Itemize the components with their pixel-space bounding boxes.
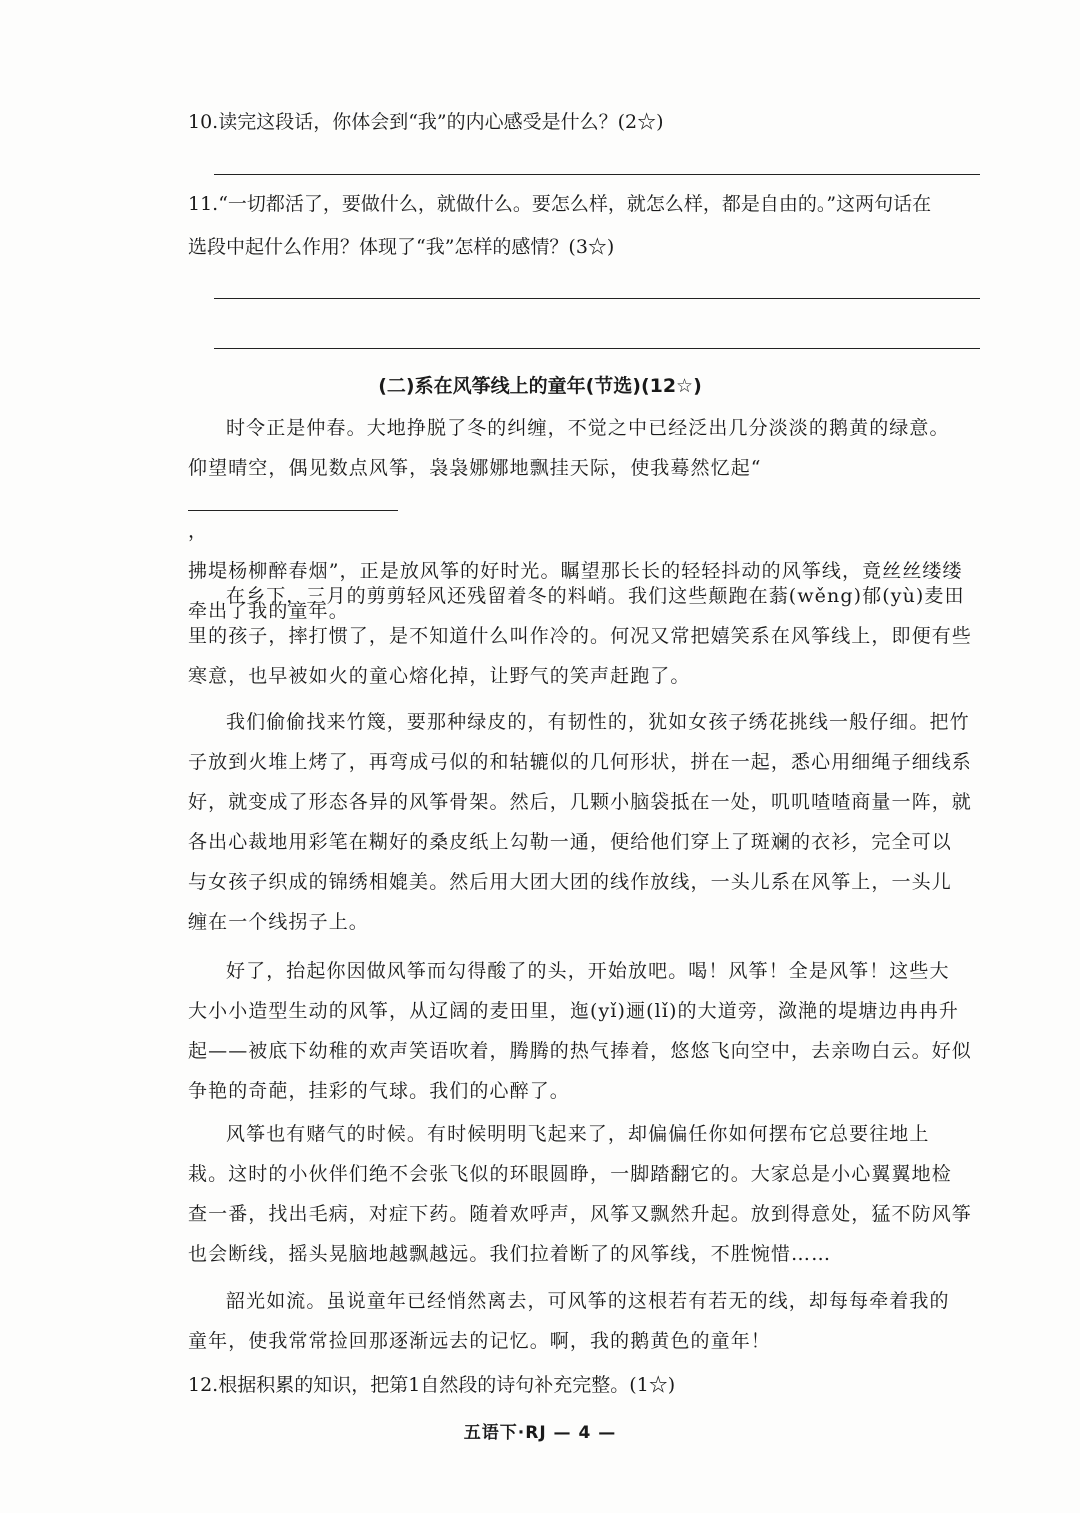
passage-line: 子放到火堆上烤了，再弯成弓似的和轱辘似的几何形状，拼在一起，悉心用细绳子细线系	[188, 751, 972, 773]
answer-line-q11-2[interactable]	[214, 348, 980, 349]
answer-line-q10[interactable]	[214, 174, 980, 175]
passage-line: 争艳的奇葩，挂彩的气球。我们的心醉了。	[188, 1080, 570, 1102]
passage-line: 与女孩子织成的锦绣相媲美。然后用大团大团的线作放线，一头儿系在风筝上，一头儿	[188, 871, 952, 893]
passage-line: 各出心裁地用彩笔在糊好的桑皮纸上勾勒一通，便给他们穿上了斑斓的衣衫，完全可以	[188, 831, 952, 853]
passage-line: 时令正是仲春。大地挣脱了冬的纠缠，不觉之中已经泛出几分淡淡的鹅黄的绿意。	[226, 417, 950, 439]
passage-paragraph-6	[188, 1281, 980, 1361]
passage-line: 童年，使我常常捡回那逐渐远去的记忆。啊，我的鹅黄色的童年！	[188, 1330, 771, 1352]
passage-line: 拂堤杨柳醉春烟”，正是放风筝的好时光。瞩望那长长的轻轻抖动的风筝线，竟丝丝缕缕	[188, 560, 963, 582]
passage-line: 里的孩子，摔打惯了，是不知道什么叫作冷的。何况又常把嬉笑系在风筝线上，即便有些	[188, 625, 972, 647]
passage-line: 寒意，也早被如火的童心熔化掉，让野气的笑声赶跑了。	[188, 665, 691, 687]
question-11-line-2: 选段中起什么作用？体现了“我”怎样的感情？(3☆)	[188, 236, 615, 258]
section-title: (二)系在风筝线上的童年(节选)(12☆)	[378, 375, 702, 397]
passage-line: 我们偷偷找来竹篾，要那种绿皮的，有韧性的，犹如女孩子绣花挑线一般仔细。把竹	[226, 711, 970, 733]
passage-line: 栽。这时的小伙伴们绝不会张飞似的环眼圆睁，一脚踏翻它的。大家总是小心翼翼地检	[188, 1163, 952, 1185]
answer-line-q11-1[interactable]	[214, 298, 980, 299]
passage-paragraph-4	[188, 951, 980, 1111]
passage-line: 韶光如流。虽说童年已经悄然离去，可风筝的这根若有若无的线，却每每牵着我的	[226, 1290, 950, 1312]
page-footer: 五语下·RJ — 4 —	[463, 1423, 617, 1443]
passage-line-part: ，	[188, 520, 209, 542]
poem-blank-field[interactable]	[188, 488, 398, 511]
passage-paragraph-5	[188, 1114, 980, 1274]
passage-line: 起——被底下幼稚的欢声笑语吹着，腾腾的热气捧着，悠悠飞向空中，去亲吻白云。好似	[188, 1040, 972, 1062]
passage-paragraph-2	[188, 576, 980, 696]
passage-line: 好，就变成了形态各异的风筝骨架。然后，几颗小脑袋抵在一处，叽叽喳喳商量一阵，就	[188, 791, 972, 813]
passage-line	[188, 448, 980, 551]
passage-line-part: 仰望晴空，偶见数点风筝，袅袅娜娜地飘挂天际，使我蓦然忆起“	[188, 457, 762, 479]
passage-line: 风筝也有赌气的时候。有时候明明飞起来了，却偏偏任你如何摆布它总要往地上	[226, 1123, 930, 1145]
passage-line: 也会断线，摇头晃脑地越飘越远。我们拉着断了的风筝线，不胜惋惜……	[188, 1243, 832, 1265]
passage-line: 在乡下，三月的剪剪轻风还残留着冬的料峭。我们这些颠跑在蓊(wěng)郁(yù)麦田	[226, 585, 965, 607]
passage-paragraph-3	[188, 702, 980, 942]
question-10: 10.读完这段话，你体会到“我”的内心感受是什么？(2☆)	[188, 111, 664, 133]
question-11-line-1: 11.“一切都活了，要做什么，就做什么。要怎么样，就怎么样，都是自由的。”这两句话在	[188, 193, 932, 215]
passage-line: 好了，抬起你因做风筝而勾得酸了的头，开始放吧。喝！风筝！全是风筝！这些大	[226, 960, 950, 982]
passage-line: 缠在一个线拐子上。	[188, 911, 369, 933]
passage-line: 查一番，找出毛病，对症下药。随着欢呼声，风筝又飘然升起。放到得意处，猛不防风筝	[188, 1203, 972, 1225]
question-12: 12.根据积累的知识，把第1自然段的诗句补充完整。(1☆)	[188, 1374, 676, 1396]
passage-line: 大小小造型生动的风筝，从辽阔的麦田里，迤(yǐ)逦(lǐ)的大道旁，潋滟的堤塘边冉冉升	[188, 1000, 959, 1022]
passage-line: 牵出了我的童年。	[188, 600, 349, 622]
